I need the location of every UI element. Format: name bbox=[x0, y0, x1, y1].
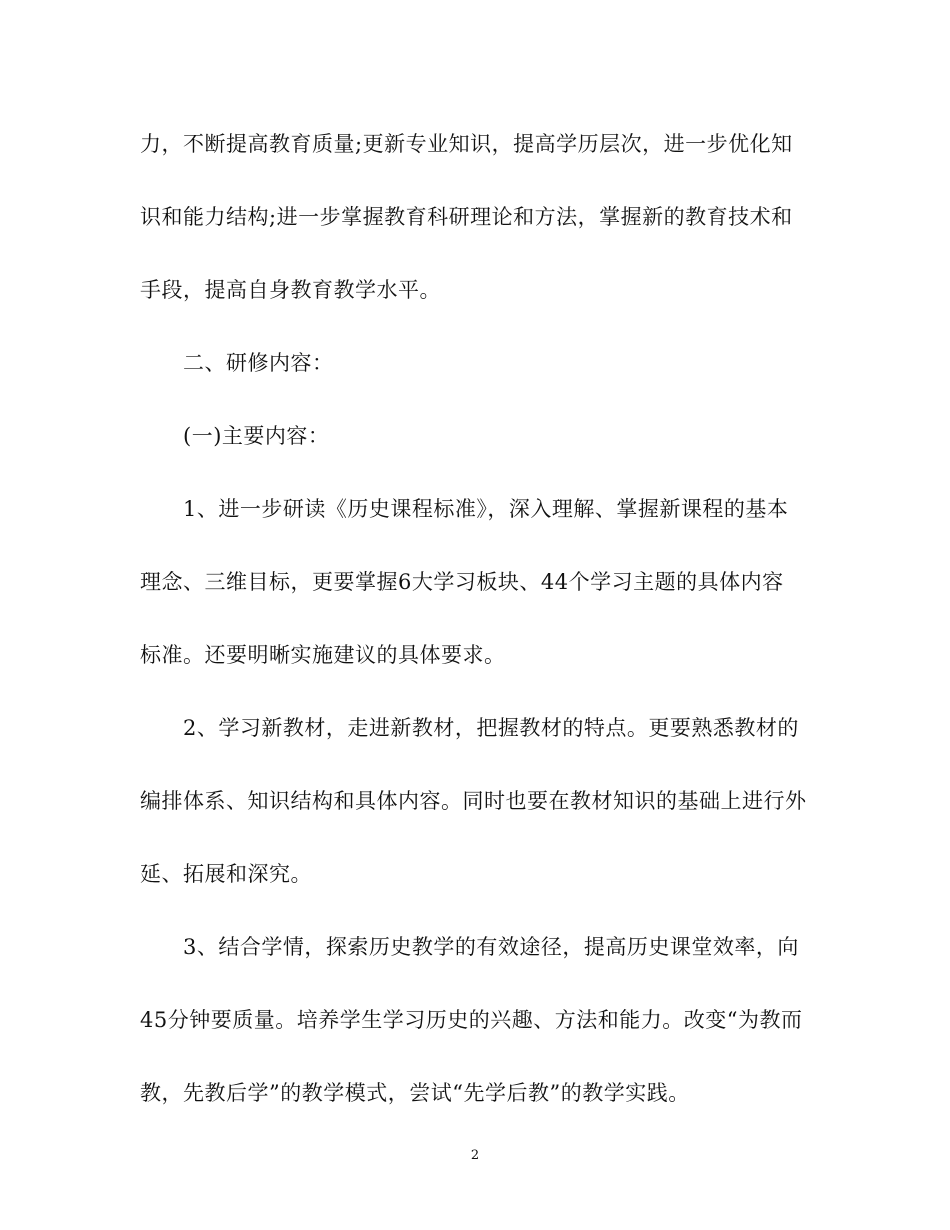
list-item-1-line: 理念、三维目标，更要掌握6大学习板块、44个学习主题的具体内容 bbox=[140, 570, 784, 594]
list-item-3-line: 3、结合学情，探索历史教学的有效途径，提高历史课堂效率，向 bbox=[183, 935, 799, 959]
list-item-2-line: 延、拓展和深究。 bbox=[140, 862, 312, 886]
paragraph-line: 识和能力结构;进一步掌握教育科研理论和方法，掌握新的教育技术和 bbox=[140, 205, 793, 229]
list-item-1-line: 标准。还要明晰实施建议的具体要求。 bbox=[140, 643, 506, 667]
paragraph-line: 力，不断提高教育质量;更新专业知识，提高学历层次，进一步优化知 bbox=[140, 132, 793, 156]
page-number: 2 bbox=[470, 1148, 480, 1163]
list-item-2-line: 2、学习新教材，走进新教材，把握教材的特点。更要熟悉教材的 bbox=[183, 716, 799, 740]
paragraph-line: 手段，提高自身教育教学水平。 bbox=[140, 278, 441, 302]
list-item-3-line: 45分钟要质量。培养学生学习历史的兴趣、方法和能力。改变“为教而 bbox=[140, 1008, 803, 1032]
list-item-3-line: 教，先教后学”的教学模式，尝试“先学后教”的教学实践。 bbox=[140, 1081, 690, 1105]
subsection-heading: (一)主要内容： bbox=[183, 424, 330, 448]
list-item-1-line: 1、进一步研读《历史课程标准》，深入理解、掌握新课程的基本 bbox=[183, 497, 789, 521]
list-item-2-line: 编排体系、知识结构和具体内容。同时也要在教材知识的基础上进行外 bbox=[140, 789, 807, 813]
section-heading: 二、研修内容： bbox=[183, 351, 334, 375]
